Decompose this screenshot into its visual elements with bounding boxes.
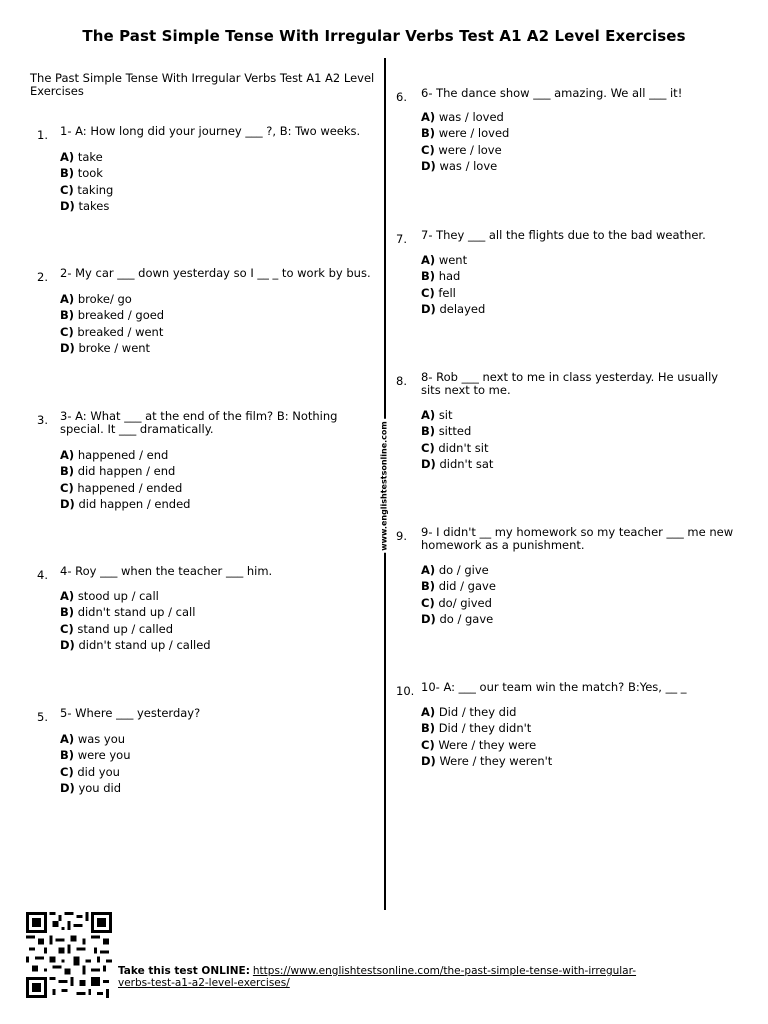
options-list [60, 447, 190, 512]
options-list [60, 291, 164, 356]
options-list [60, 588, 211, 653]
intro-text: The Past Simple Tense With Irregular Verbs Test A1 A2 Level Exercises [30, 71, 375, 98]
option[interactable]: B) had [421, 269, 461, 284]
question-text: 1- A: How long did your journey ___ ?, B: Two weeks. [60, 124, 361, 138]
option[interactable]: C) do/ gived [421, 595, 492, 610]
option[interactable]: A) do / give [421, 563, 489, 577]
question-text: 5- Where ___ yesterday? [60, 706, 201, 720]
option[interactable]: D) delayed [421, 301, 486, 316]
question-number: 5. [37, 710, 48, 724]
option[interactable]: D) takes [60, 198, 110, 213]
question-text: 8- Rob ___ next to me in class yesterday. He usually sits next to me. [421, 370, 719, 397]
question-number: 8. [396, 374, 407, 388]
option[interactable]: C) fell [421, 285, 456, 300]
options-list [60, 731, 131, 796]
option[interactable]: B) did happen / end [60, 464, 176, 479]
option[interactable]: D) did happen / ended [60, 496, 191, 511]
option[interactable]: B) Did / they didn't [421, 721, 532, 736]
option[interactable]: B) were you [60, 748, 131, 763]
option[interactable]: C) didn't sit [421, 440, 489, 455]
question-text: 9- I didn't __ my homework so my teacher ___ me new homework as a punishment. [421, 525, 734, 552]
option[interactable]: D) broke / went [60, 340, 151, 355]
option[interactable]: A) stood up / call [60, 589, 159, 603]
option[interactable]: D) do / gave [421, 611, 494, 626]
option[interactable]: B) were / loved [421, 126, 510, 141]
test-online-link[interactable]: https://www.englishtestsonline.com/the-past-simple-tense-with-irregular- [252, 965, 637, 977]
option[interactable]: C) breaked / went [60, 324, 164, 339]
qr-code-icon[interactable] [24, 912, 114, 998]
question-number: 9. [396, 529, 407, 543]
option[interactable]: C) happened / ended [60, 480, 183, 495]
page-title: The Past Simple Tense With Irregular Verbs Test A1 A2 Level Exercises [82, 27, 686, 45]
question-text: 4- Roy ___ when the teacher ___ him. [60, 564, 273, 578]
question-number: 6. [396, 90, 407, 104]
option[interactable]: C) did you [60, 764, 120, 779]
options-list [60, 149, 113, 214]
option[interactable]: B) sitted [421, 424, 472, 439]
question-text: 7- They ___ all the flights due to the bad weather. [421, 228, 706, 242]
option[interactable]: A) Did / they did [421, 705, 517, 719]
options-list [421, 252, 485, 317]
option[interactable]: D) you did [60, 780, 122, 795]
option[interactable]: A) was you [60, 732, 126, 746]
options-list [421, 562, 496, 627]
option[interactable]: A) broke/ go [60, 292, 132, 306]
question-number: 7. [396, 232, 407, 246]
question-number: 2. [37, 270, 48, 284]
option[interactable]: B) did / gave [421, 579, 496, 594]
option[interactable]: C) taking [60, 182, 114, 197]
question-text: 10- A: ___ our team win the match? B:Yes, __ _ [421, 680, 687, 694]
option[interactable]: A) was / loved [421, 110, 504, 124]
footer-label: Take this test ONLINE: [118, 965, 250, 977]
question-number: 4. [37, 568, 48, 582]
question-number: 3. [37, 413, 48, 427]
option[interactable]: A) take [60, 150, 103, 164]
options-list [421, 109, 509, 174]
option[interactable]: C) were / love [421, 142, 502, 157]
option[interactable]: D) didn't stand up / called [60, 637, 211, 652]
option[interactable]: C) Were / they were [421, 737, 537, 752]
option[interactable]: D) Were / they weren't [421, 753, 553, 768]
footer [118, 965, 678, 989]
option[interactable]: A) went [421, 253, 468, 267]
question-number: 1. [37, 128, 48, 142]
option[interactable]: A) happened / end [60, 448, 169, 462]
option[interactable]: D) was / love [421, 158, 498, 173]
option[interactable]: D) didn't sat [421, 456, 494, 471]
test-online-link-continued[interactable]: verbs-test-a1-a2-level-exercises/ [118, 977, 290, 989]
option[interactable]: A) sit [421, 408, 453, 422]
option[interactable]: B) breaked / goed [60, 308, 165, 323]
question-text: 6- The dance show ___ amazing. We all ___ it! [421, 86, 683, 100]
option[interactable]: C) stand up / called [60, 621, 174, 636]
option[interactable]: B) didn't stand up / call [60, 605, 196, 620]
options-list [421, 407, 493, 472]
question-text: 2- My car ___ down yesterday so I __ _ to work by bus. [60, 266, 371, 280]
option[interactable]: B) took [60, 166, 103, 181]
question-number: 10. [396, 684, 415, 698]
watermark: www.englishtestsonline.com [379, 421, 389, 551]
options-list [421, 704, 552, 769]
question-text: 3- A: What ___ at the end of the film? B: Nothing special. It ___ dramatically. [60, 409, 338, 436]
